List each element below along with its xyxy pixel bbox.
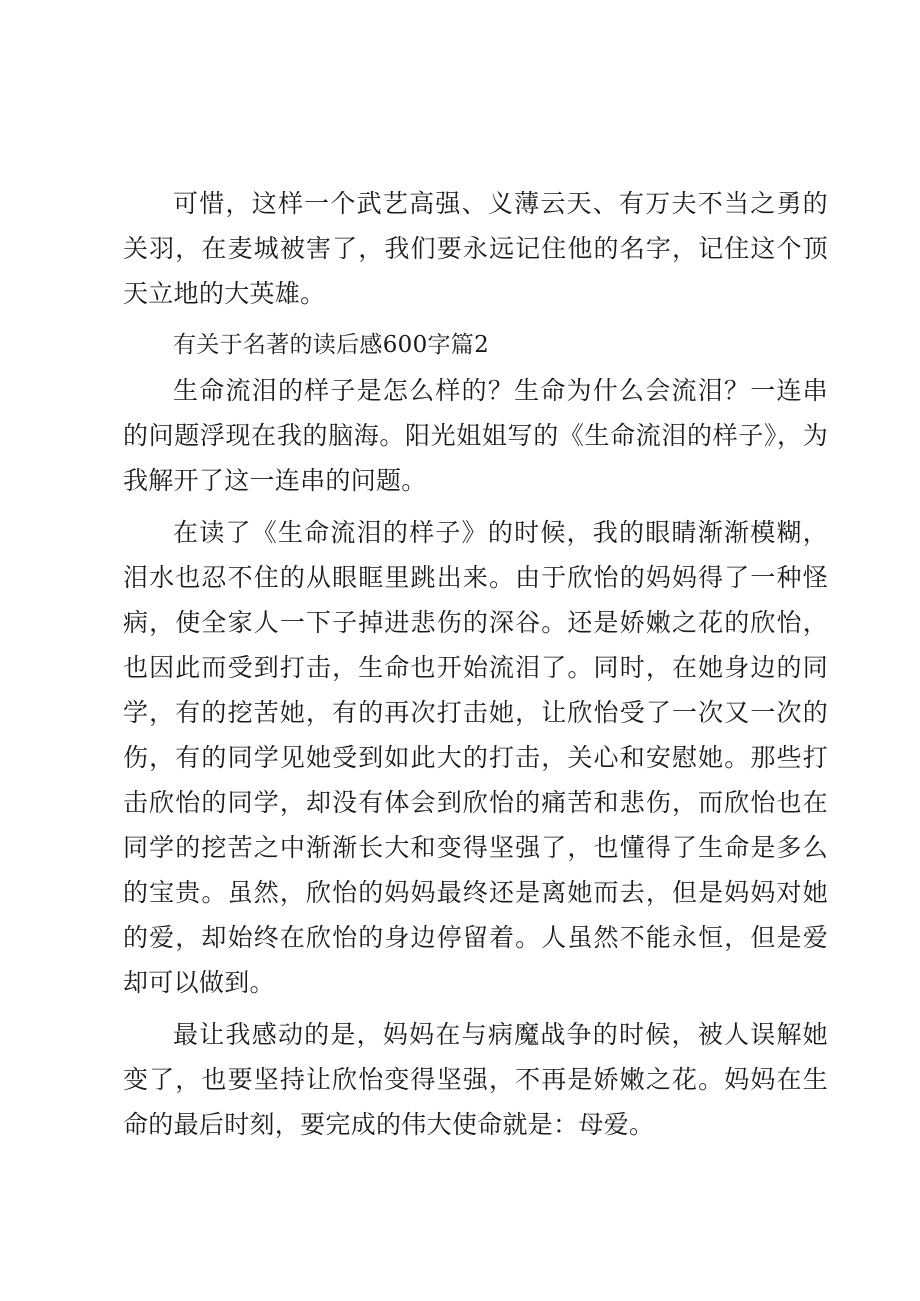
paragraph-moved: 最让我感动的是，妈妈在与病魔战争的时候，被人误解她变了，也要坚持让欣怡变得坚强，不再是娇嫩之花。妈妈在生命的最后时刻，要完成的伟大使命就是：母爱。 (123, 1020, 828, 1139)
paragraph-intro: 生命流泪的样子是怎么样的？生命为什么会流泪？一连串的问题浮现在我的脑海。阳光姐姐写的《生命流泪的样子》，为我解开了这一连串的问题。 (123, 376, 828, 495)
document-body (123, 181, 828, 1147)
section-heading: 有关于名著的读后感600字篇2 (173, 332, 490, 358)
paragraph-reading: 在读了《生命流泪的样子》的时候，我的眼睛渐渐模糊，泪水也忍不住的从眼眶里跳出来。由于欣怡的妈妈得了一种怪病，使全家人一下子掉进悲伤的深谷。还是娇嫩之花的欣怡，也因此而受到打击，生命也开始流泪了。同时，在她身边的同学，有的挖苦她，有的再次打击她，让欣怡受了一次又一次的伤，有的同学见她受到如此大的打击，关心和安慰她。那些打击欣怡的同学，却没有体会到欣怡的痛苦和悲伤，而欣怡也在同学的挖苦之中渐渐长大和变得坚强了，也懂得了生命是多么的宝贵。虽然，欣怡的妈妈最终还是离她而去，但是妈妈对她的爱，却始终在欣怡的身边停留着。人虽然不能永恒，但是爱却可以做到。 (123, 518, 828, 997)
paragraph-guan-yu: 可惜，这样一个武艺高强、义薄云天、有万夫不当之勇的关羽，在麦城被害了，我们要永远记住他的名字，记住这个顶天立地的大英雄。 (123, 189, 828, 308)
